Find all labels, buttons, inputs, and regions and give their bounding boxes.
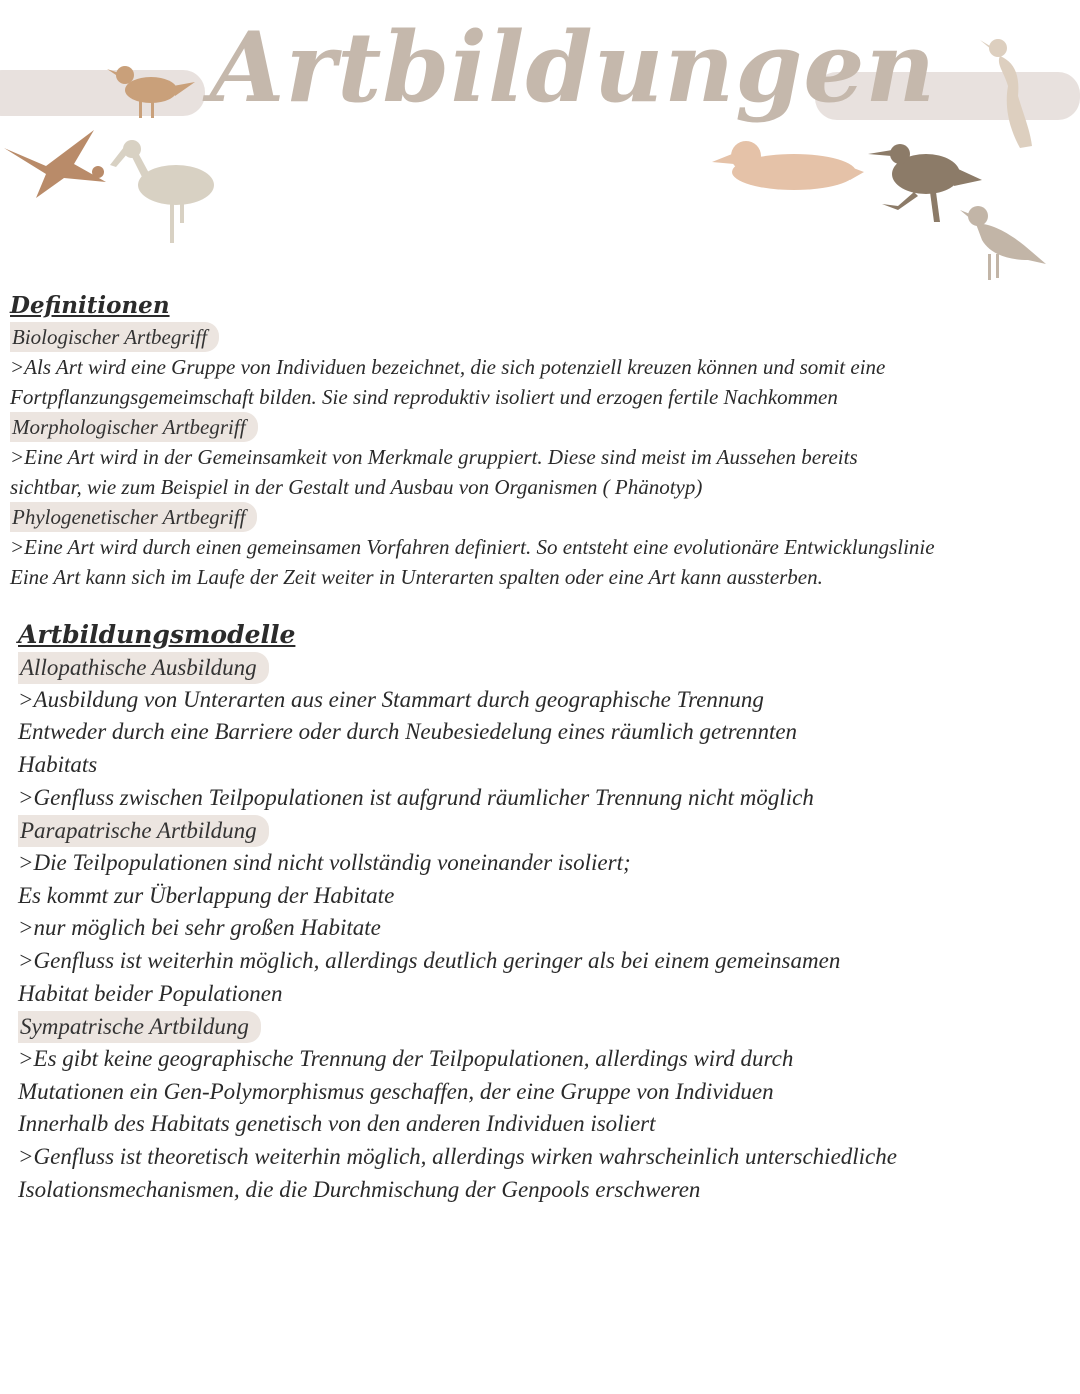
term-label: Biologischer Artbegriff	[10, 322, 219, 352]
model-line: Entweder durch eine Barriere oder durch Neubesiedelung eines räumlich getrennten	[18, 719, 798, 745]
definition-item	[10, 322, 1070, 412]
definition-line: >Eine Art wird durch einen gemeinsamen Vorfahren definiert. So entsteht eine evolutionäre Entwicklungslinie	[10, 534, 935, 559]
model-item	[18, 815, 1070, 1011]
model-line: Es kommt zur Überlappung der Habitate	[18, 882, 395, 908]
definition-line: Eine Art kann sich im Laufe der Zeit weiter in Unterarten spalten oder eine Art kann aussterben.	[10, 564, 823, 589]
model-line: Isolationsmechanismen, die die Durchmischung der Genpools erschweren	[18, 1176, 701, 1202]
model-line: Mutationen ein Gen-Polymorphismus geschaffen, der eine Gruppe von Individuen	[18, 1078, 774, 1104]
models-heading: Artbildungsmodelle	[18, 619, 296, 649]
definitions-section	[10, 292, 1070, 592]
term-label: Morphologischer Artbegriff	[10, 412, 258, 442]
model-line: >Ausbildung von Unterarten aus einer Stammart durch geographische Trennung	[18, 686, 764, 712]
term-label: Allopathische Ausbildung	[18, 652, 269, 684]
term-label: Phylogenetischer Artbegriff	[10, 502, 257, 532]
model-item	[18, 1011, 1070, 1207]
sparrow-icon	[960, 200, 1048, 284]
sandpiper-icon	[105, 58, 197, 122]
definition-line: Fortpflanzungsgemeimschaft bilden. Sie sind reproduktiv isoliert und erzogen fertile Nachkommen	[10, 384, 838, 409]
model-line: >Genfluss zwischen Teilpopulationen ist aufgrund räumlicher Trennung nicht möglich	[18, 784, 814, 810]
model-line: Habitats	[18, 752, 98, 778]
model-line: Innerhalb des Habitats genetisch von den anderen Individuen isoliert	[18, 1111, 656, 1137]
term-label: Sympatrische Artbildung	[18, 1011, 261, 1043]
definition-line: >Als Art wird eine Gruppe von Individuen bezeichnet, die sich potenziell kreuzen können und somit eine	[10, 354, 886, 379]
models-section	[10, 620, 1070, 1207]
duck-icon	[708, 136, 864, 196]
definitions-heading: Definitionen	[10, 292, 170, 319]
model-line: >Genfluss ist weiterhin möglich, allerdings deutlich geringer als bei einem gemeinsamen	[18, 948, 841, 974]
definition-line: >Eine Art wird in der Gemeinsamkeit von Merkmale gruppiert. Diese sind meist im Aussehen bereits	[10, 444, 858, 469]
term-label: Parapatrische Artbildung	[18, 815, 269, 847]
definition-item	[10, 412, 1070, 502]
hawk-icon	[2, 128, 110, 200]
header-banner	[0, 0, 1080, 290]
definition-item	[10, 502, 1070, 592]
spoonbill-icon	[108, 135, 218, 247]
content	[10, 292, 1070, 1207]
model-line: >nur möglich bei sehr großen Habitate	[18, 915, 381, 941]
heron-icon	[980, 36, 1048, 154]
model-item	[18, 652, 1070, 815]
model-line: >Genfluss ist theoretisch weiterhin möglich, allerdings wirken wahrscheinlich unterschiedliche	[18, 1144, 897, 1170]
model-line: >Es gibt keine geographische Trennung der Teilpopulationen, allerdings wird durch	[18, 1045, 794, 1071]
definition-line: sichtbar, wie zum Beispiel in der Gestalt und Ausbau von Organismen ( Phänotyp)	[10, 474, 703, 499]
model-line: Habitat beider Populationen	[18, 980, 283, 1006]
model-line: >Die Teilpopulationen sind nicht vollständig voneinander isoliert;	[18, 849, 631, 875]
page-title: Artbildungen	[210, 11, 937, 124]
